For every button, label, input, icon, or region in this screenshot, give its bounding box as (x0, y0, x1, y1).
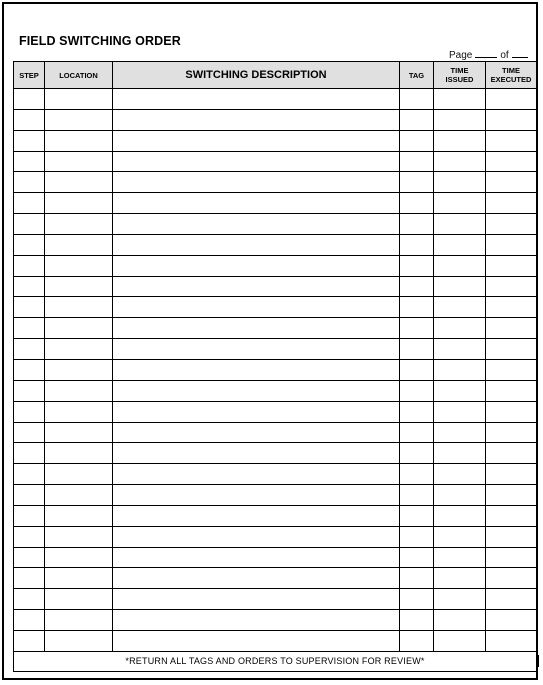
table-row (14, 443, 537, 464)
cell-time-executed[interactable] (486, 172, 537, 193)
cell-description[interactable] (113, 130, 400, 151)
cell-step[interactable] (14, 318, 45, 339)
cell-description[interactable] (113, 214, 400, 235)
table-row (14, 359, 537, 380)
cell-tag[interactable] (400, 485, 434, 506)
cell-location[interactable] (45, 89, 113, 110)
table-header-row (14, 62, 537, 89)
table-row (14, 339, 537, 360)
cell-tag[interactable] (400, 568, 434, 589)
table-row (14, 380, 537, 401)
table-row (14, 234, 537, 255)
cell-location[interactable] (45, 172, 113, 193)
cell-description[interactable] (113, 380, 400, 401)
footer-row (14, 651, 537, 671)
cell-location[interactable] (45, 610, 113, 631)
cell-time-executed[interactable] (486, 318, 537, 339)
cell-time-executed[interactable] (486, 234, 537, 255)
cell-time-executed[interactable] (486, 255, 537, 276)
cell-tag[interactable] (400, 630, 434, 651)
cell-location[interactable] (45, 276, 113, 297)
page-counter (449, 48, 528, 61)
cell-time-issued[interactable] (434, 297, 486, 318)
cell-time-issued[interactable] (434, 276, 486, 297)
cell-time-executed[interactable] (486, 214, 537, 235)
cell-description[interactable] (113, 359, 400, 380)
cell-description[interactable] (113, 547, 400, 568)
cell-location[interactable] (45, 339, 113, 360)
cell-description[interactable] (113, 485, 400, 506)
cell-tag[interactable] (400, 526, 434, 547)
table-row (14, 214, 537, 235)
cell-time-issued[interactable] (434, 339, 486, 360)
cell-description[interactable] (113, 443, 400, 464)
table-row (14, 276, 537, 297)
cell-time-issued[interactable] (434, 485, 486, 506)
cell-tag[interactable] (400, 380, 434, 401)
cell-location[interactable] (45, 359, 113, 380)
cell-tag[interactable] (400, 151, 434, 172)
table-row (14, 297, 537, 318)
form-title: FIELD SWITCHING ORDER (19, 34, 181, 48)
cell-location[interactable] (45, 547, 113, 568)
cell-time-executed[interactable] (486, 485, 537, 506)
cell-time-executed[interactable] (486, 422, 537, 443)
cell-time-issued[interactable] (434, 547, 486, 568)
page-number-blank (475, 48, 497, 58)
cell-description[interactable] (113, 151, 400, 172)
cell-step[interactable] (14, 485, 45, 506)
cell-tag[interactable] (400, 422, 434, 443)
cell-tag[interactable] (400, 214, 434, 235)
cell-location[interactable] (45, 443, 113, 464)
cell-time-executed[interactable] (486, 464, 537, 485)
cell-location[interactable] (45, 151, 113, 172)
cell-step[interactable] (14, 505, 45, 526)
cell-location[interactable] (45, 255, 113, 276)
cell-tag[interactable] (400, 234, 434, 255)
cell-time-executed[interactable] (486, 151, 537, 172)
header-switching-description: SWITCHING DESCRIPTION (113, 62, 400, 89)
cell-step[interactable] (14, 464, 45, 485)
cell-tag[interactable] (400, 401, 434, 422)
cell-tag[interactable] (400, 547, 434, 568)
table-row (14, 89, 537, 110)
page-label: Page (449, 50, 473, 61)
cell-description[interactable] (113, 255, 400, 276)
cell-description[interactable] (113, 401, 400, 422)
cell-description[interactable] (113, 422, 400, 443)
cell-description[interactable] (113, 589, 400, 610)
cell-location[interactable] (45, 401, 113, 422)
cell-time-issued[interactable] (434, 234, 486, 255)
table-row (14, 464, 537, 485)
cell-time-executed[interactable] (486, 547, 537, 568)
cell-description[interactable] (113, 109, 400, 130)
cell-step[interactable] (14, 443, 45, 464)
cell-step[interactable] (14, 339, 45, 360)
cell-description[interactable] (113, 318, 400, 339)
cell-time-executed[interactable] (486, 630, 537, 651)
cell-tag[interactable] (400, 276, 434, 297)
cell-time-issued[interactable] (434, 255, 486, 276)
cell-time-executed[interactable] (486, 610, 537, 631)
header-time-issued-line1: TIME (450, 66, 469, 75)
cell-time-executed[interactable] (486, 339, 537, 360)
cell-time-issued[interactable] (434, 610, 486, 631)
cell-location[interactable] (45, 589, 113, 610)
cell-step[interactable] (14, 89, 45, 110)
cell-time-issued[interactable] (434, 401, 486, 422)
cell-location[interactable] (45, 422, 113, 443)
header-time-executed-line1: TIME (502, 66, 520, 75)
of-label: of (500, 50, 509, 61)
cell-description[interactable] (113, 568, 400, 589)
cell-tag[interactable] (400, 359, 434, 380)
cell-description[interactable] (113, 339, 400, 360)
table-row (14, 422, 537, 443)
table-row (14, 505, 537, 526)
cell-location[interactable] (45, 193, 113, 214)
cell-tag[interactable] (400, 610, 434, 631)
cell-time-executed[interactable] (486, 297, 537, 318)
cell-time-issued[interactable] (434, 630, 486, 651)
cell-description[interactable] (113, 234, 400, 255)
cell-time-executed[interactable] (486, 380, 537, 401)
cell-step[interactable] (14, 130, 45, 151)
cell-time-executed[interactable] (486, 505, 537, 526)
cell-step[interactable] (14, 359, 45, 380)
cell-time-issued[interactable] (434, 443, 486, 464)
cell-location[interactable] (45, 234, 113, 255)
cell-time-executed[interactable] (486, 443, 537, 464)
cell-tag[interactable] (400, 297, 434, 318)
cell-tag[interactable] (400, 89, 434, 110)
table-row (14, 568, 537, 589)
cell-tag[interactable] (400, 589, 434, 610)
cell-step[interactable] (14, 234, 45, 255)
cell-step[interactable] (14, 109, 45, 130)
cell-step[interactable] (14, 193, 45, 214)
cell-time-issued[interactable] (434, 464, 486, 485)
cell-tag[interactable] (400, 339, 434, 360)
header-time-executed-line2: EXECUTED (490, 75, 532, 84)
cell-tag[interactable] (400, 172, 434, 193)
cell-step[interactable] (14, 630, 45, 651)
table-row (14, 172, 537, 193)
header-time-issued-line2: ISSUED (445, 75, 474, 84)
cell-step[interactable] (14, 172, 45, 193)
cell-tag[interactable] (400, 255, 434, 276)
table-row (14, 401, 537, 422)
cell-time-issued[interactable] (434, 172, 486, 193)
cell-time-executed[interactable] (486, 401, 537, 422)
cell-time-issued[interactable] (434, 151, 486, 172)
cell-step[interactable] (14, 526, 45, 547)
cell-location[interactable] (45, 505, 113, 526)
cell-location[interactable] (45, 630, 113, 651)
cell-time-executed[interactable] (486, 89, 537, 110)
cell-tag[interactable] (400, 130, 434, 151)
cell-location[interactable] (45, 380, 113, 401)
footer-note: *RETURN ALL TAGS AND ORDERS TO SUPERVISION FOR REVIEW* (14, 651, 537, 671)
cell-step[interactable] (14, 214, 45, 235)
cell-time-issued[interactable] (434, 318, 486, 339)
cell-description[interactable] (113, 526, 400, 547)
cell-step[interactable] (14, 568, 45, 589)
header-time-executed (486, 62, 537, 89)
cell-tag[interactable] (400, 505, 434, 526)
cell-step[interactable] (14, 255, 45, 276)
table-row (14, 547, 537, 568)
cell-time-issued[interactable] (434, 214, 486, 235)
cell-tag[interactable] (400, 109, 434, 130)
cell-description[interactable] (113, 276, 400, 297)
cell-time-executed[interactable] (486, 130, 537, 151)
cell-tag[interactable] (400, 464, 434, 485)
cell-step[interactable] (14, 589, 45, 610)
switching-order-table (13, 61, 537, 672)
cell-time-issued[interactable] (434, 380, 486, 401)
cell-time-executed[interactable] (486, 589, 537, 610)
cell-description[interactable] (113, 193, 400, 214)
cell-time-issued[interactable] (434, 568, 486, 589)
cell-location[interactable] (45, 526, 113, 547)
cell-time-issued[interactable] (434, 422, 486, 443)
cell-step[interactable] (14, 401, 45, 422)
edge-mark (538, 655, 539, 667)
cell-time-issued[interactable] (434, 526, 486, 547)
cell-step[interactable] (14, 276, 45, 297)
cell-time-executed[interactable] (486, 526, 537, 547)
cell-step[interactable] (14, 380, 45, 401)
table-row (14, 589, 537, 610)
cell-description[interactable] (113, 630, 400, 651)
cell-description[interactable] (113, 505, 400, 526)
cell-time-issued[interactable] (434, 505, 486, 526)
header-time-issued (434, 62, 486, 89)
cell-time-executed[interactable] (486, 109, 537, 130)
cell-step[interactable] (14, 151, 45, 172)
table-row (14, 151, 537, 172)
page-total-blank (512, 48, 528, 58)
header-tag: TAG (400, 62, 434, 89)
cell-step[interactable] (14, 297, 45, 318)
cell-time-executed[interactable] (486, 276, 537, 297)
cell-time-issued[interactable] (434, 359, 486, 380)
cell-location[interactable] (45, 297, 113, 318)
cell-time-issued[interactable] (434, 193, 486, 214)
cell-tag[interactable] (400, 318, 434, 339)
cell-step[interactable] (14, 547, 45, 568)
cell-location[interactable] (45, 464, 113, 485)
table-row (14, 630, 537, 651)
table-row (14, 130, 537, 151)
table-row (14, 610, 537, 631)
cell-step[interactable] (14, 422, 45, 443)
cell-location[interactable] (45, 485, 113, 506)
cell-time-executed[interactable] (486, 359, 537, 380)
table-row (14, 318, 537, 339)
cell-time-executed[interactable] (486, 193, 537, 214)
table-row (14, 193, 537, 214)
table-row (14, 109, 537, 130)
table-body (14, 89, 537, 652)
cell-location[interactable] (45, 568, 113, 589)
cell-location[interactable] (45, 214, 113, 235)
cell-description[interactable] (113, 464, 400, 485)
cell-description[interactable] (113, 172, 400, 193)
cell-tag[interactable] (400, 193, 434, 214)
cell-tag[interactable] (400, 443, 434, 464)
cell-description[interactable] (113, 89, 400, 110)
cell-location[interactable] (45, 109, 113, 130)
table-row (14, 255, 537, 276)
cell-time-executed[interactable] (486, 568, 537, 589)
header-location: LOCATION (45, 62, 113, 89)
cell-time-issued[interactable] (434, 89, 486, 110)
cell-time-issued[interactable] (434, 109, 486, 130)
table-row (14, 526, 537, 547)
cell-time-issued[interactable] (434, 130, 486, 151)
cell-step[interactable] (14, 610, 45, 631)
cell-description[interactable] (113, 610, 400, 631)
table-row (14, 485, 537, 506)
cell-description[interactable] (113, 297, 400, 318)
cell-location[interactable] (45, 130, 113, 151)
cell-time-issued[interactable] (434, 589, 486, 610)
header-step: STEP (14, 62, 45, 89)
cell-location[interactable] (45, 318, 113, 339)
